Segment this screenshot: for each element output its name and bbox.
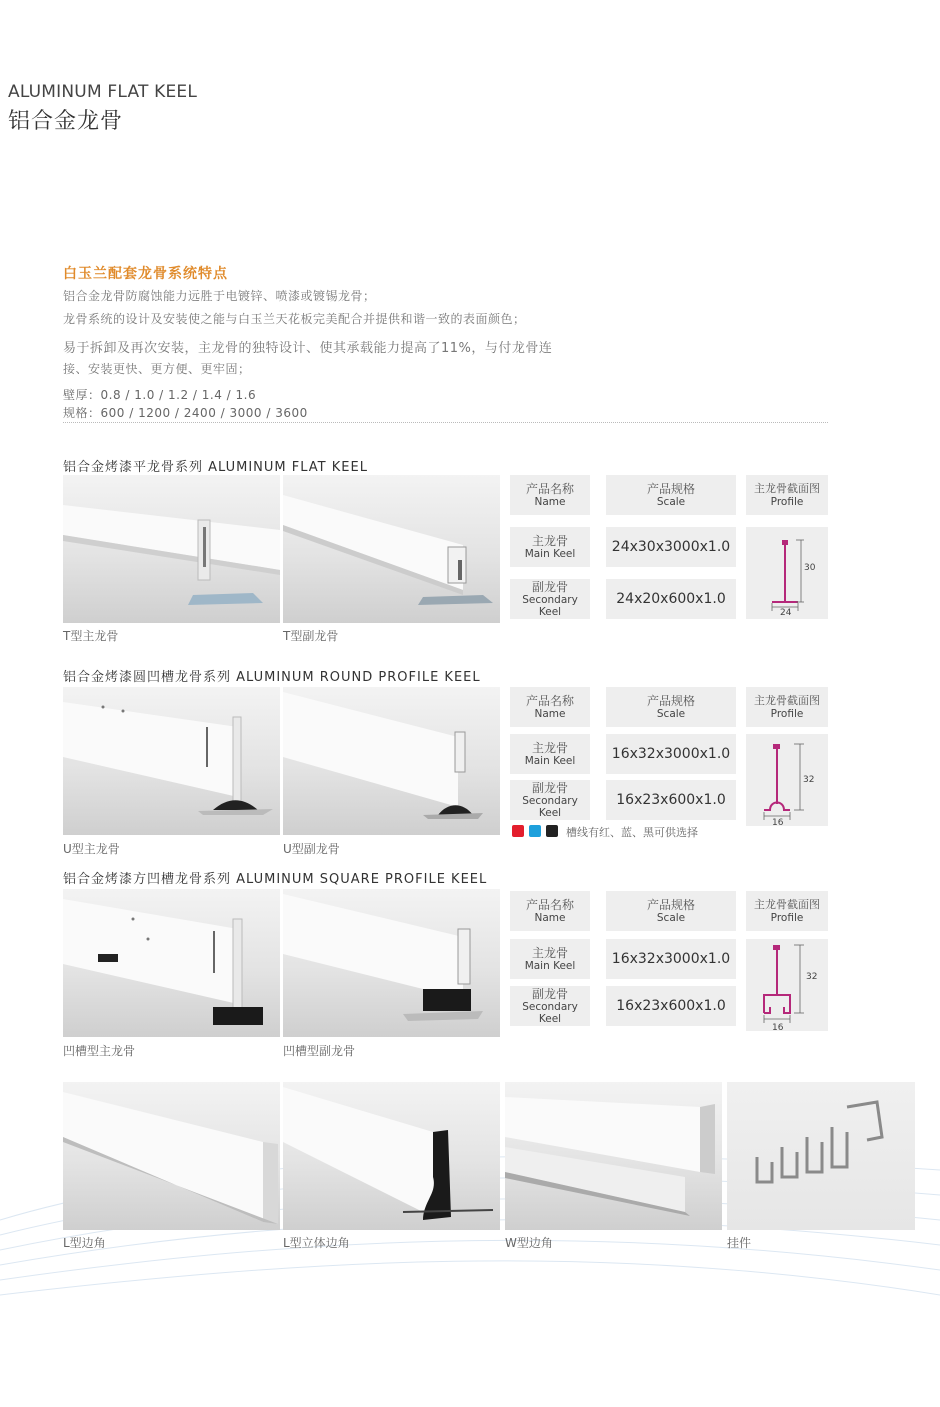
row-value-secondary-keel: 16x23x600x1.0 [606, 986, 736, 1026]
groove-secondary-keel-photo [283, 889, 500, 1037]
header-profile: 主龙骨截面图 Profile [746, 687, 828, 727]
section-title-square-profile-keel: 铝合金烤漆方凹槽龙骨系列 ALUMINUM SQUARE PROFILE KEEL [63, 872, 488, 887]
header-profile: 主龙骨截面图 Profile [746, 891, 828, 931]
divider [63, 422, 828, 423]
header-scale: 产品规格 Scale [606, 475, 736, 515]
row-value-main-keel: 16x32x3000x1.0 [606, 939, 736, 979]
color-swatch-blue [529, 825, 541, 837]
square-groove-profile-diagram [746, 939, 828, 1031]
row-name-main-keel: 主龙骨 Main Keel [510, 527, 590, 567]
caption-hanger: 挂件 [727, 1236, 752, 1250]
header-scale: 产品规格 Scale [606, 687, 736, 727]
feature-line: 龙骨系统的设计及安装使之能与白玉兰天花板完美配合并提供和谐一致的表面颜色； [63, 312, 526, 326]
header-name: 产品名称 Name [510, 891, 590, 931]
profile-height-label: 32 [806, 972, 818, 982]
caption-groove-secondary-keel: 凹槽型副龙骨 [283, 1044, 356, 1058]
row-value-main-keel: 16x32x3000x1.0 [606, 734, 736, 774]
caption-u-secondary-keel: U型副龙骨 [283, 842, 340, 856]
row-name-secondary-keel: 副龙骨 Secondary Keel [510, 579, 590, 619]
caption-l-3d-edge-trim: L型立体边角 [283, 1236, 350, 1250]
l-3d-edge-trim-photo [283, 1082, 500, 1230]
thickness-spec: 壁厚：0.8 / 1.0 / 1.2 / 1.4 / 1.6 [63, 388, 257, 402]
page-title-en: ALUMINUM FLAT KEEL [8, 82, 198, 102]
color-note: 槽线有红、蓝、黑可供选择 [566, 826, 698, 839]
feature-line: 易于拆卸及再次安装，主龙骨的独特设计、使其承载能力提高了11%，与付龙骨连 [63, 341, 553, 356]
color-swatch-black [546, 825, 558, 837]
row-value-main-keel: 24x30x3000x1.0 [606, 527, 736, 567]
profile-width-label: 16 [772, 818, 784, 826]
color-swatch-red [512, 825, 524, 837]
groove-main-keel-photo [63, 889, 280, 1037]
t-secondary-keel-photo [283, 475, 500, 623]
profile-height-label: 30 [804, 563, 816, 573]
t-main-keel-photo [63, 475, 280, 623]
feature-line: 接、安装更快、更方便、更牢固； [63, 362, 251, 376]
row-name-secondary-keel: 副龙骨 Secondary Keel [510, 986, 590, 1026]
features-heading: 白玉兰配套龙骨系统特点 [63, 266, 228, 282]
profile-height-label: 32 [803, 775, 815, 785]
row-name-main-keel: 主龙骨 Main Keel [510, 734, 590, 774]
caption-t-secondary-keel: T型副龙骨 [283, 629, 339, 643]
round-groove-profile-diagram [746, 734, 828, 826]
profile-width-label: 16 [772, 1023, 784, 1031]
page-title-cn: 铝合金龙骨 [8, 109, 124, 134]
section-title-flat-keel: 铝合金烤漆平龙骨系列 ALUMINUM FLAT KEEL [63, 460, 368, 475]
caption-u-main-keel: U型主龙骨 [63, 842, 120, 856]
header-profile: 主龙骨截面图 Profile [746, 475, 828, 515]
feature-line: 铝合金龙骨防腐蚀能力远胜于电镀锌、喷漆或镀锡龙骨； [63, 289, 376, 303]
header-name: 产品名称 Name [510, 687, 590, 727]
profile-width-label: 24 [780, 608, 792, 618]
caption-w-edge-trim: W型边角 [505, 1236, 553, 1250]
u-main-keel-photo [63, 687, 280, 835]
length-spec: 规格：600 / 1200 / 2400 / 3000 / 3600 [63, 406, 308, 420]
row-name-secondary-keel: 副龙骨 Secondary Keel [510, 780, 590, 820]
hanger-accessory-photo [727, 1082, 915, 1230]
l-edge-trim-photo [63, 1082, 280, 1230]
caption-t-main-keel: T型主龙骨 [63, 629, 119, 643]
t-profile-diagram [746, 527, 828, 619]
w-edge-trim-photo [505, 1082, 722, 1230]
row-name-main-keel: 主龙骨 Main Keel [510, 939, 590, 979]
header-name: 产品名称 Name [510, 475, 590, 515]
caption-l-edge-trim: L型边角 [63, 1236, 106, 1250]
u-secondary-keel-photo [283, 687, 500, 835]
header-scale: 产品规格 Scale [606, 891, 736, 931]
row-value-secondary-keel: 16x23x600x1.0 [606, 780, 736, 820]
caption-groove-main-keel: 凹槽型主龙骨 [63, 1044, 136, 1058]
row-value-secondary-keel: 24x20x600x1.0 [606, 579, 736, 619]
section-title-round-profile-keel: 铝合金烤漆圆凹槽龙骨系列 ALUMINUM ROUND PROFILE KEEL [63, 670, 481, 685]
